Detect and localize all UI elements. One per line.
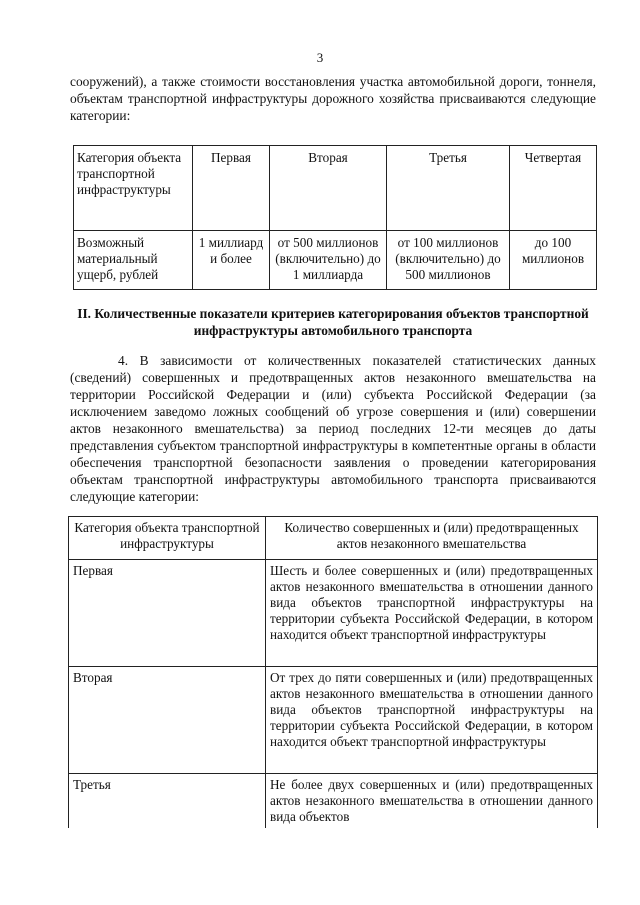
incident-category-table (68, 516, 598, 828)
table-cell: от 100 миллионов (включительно) до 500 миллионов (387, 231, 510, 290)
table-row (69, 560, 598, 667)
section-heading: II. Количественные показатели критериев категорирования объектов транспортной инфраструктуры автомобильного транспорта (77, 306, 589, 338)
table-header-cell: Вторая (270, 146, 387, 231)
table-header-row (69, 517, 598, 560)
table-header-cell: Четвертая (510, 146, 597, 231)
table-cell: до 100 миллионов (510, 231, 597, 290)
description-cell: От трех до пяти совершенных и (или) предотвращенных актов незаконного вмешательства в отношении данного вида объектов транспортной инфраструктуры на территории субъекта Российской Федерации, в котором находится объект транспортной инфраструктуры (266, 667, 598, 774)
intro-paragraph: сооружений), а также стоимости восстановления участка автомобильной дороги, тоннеля, объектам транспортной инфраструктуры дорожного хозяйства присваиваются следующие категории: (70, 74, 596, 123)
table-cell: 1 миллиард и более (193, 231, 270, 290)
table-row (74, 231, 597, 290)
table-header-cell: Категория объекта транспортной инфраструктуры (69, 517, 266, 560)
table-row (69, 667, 598, 774)
table-row (69, 774, 598, 829)
table-cell: от 500 миллионов (включительно) до 1 миллиарда (270, 231, 387, 290)
description-cell: Шесть и более совершенных и (или) предотвращенных актов незаконного вмешательства в отношении данного вида объектов транспортной инфраструктуры на территории субъекта Российской Федерации, в котором находится объект транспортной инфраструктуры (266, 560, 598, 667)
paragraph-4: 4. В зависимости от количественных показателей статистических данных (сведений) совершенных и предотвращенных актов незаконного вмешательства на территории Российской Федерации и (или) субъекта Российской Федерации (за исключением заведомо ложных сообщений об угрозе совершения и (или) совершении актов незаконного вмешательства) за период последних 12-ти месяцев до даты представления субъектом транспортной инфраструктуры в компетентные органы в области обеспечения транспортной безопасности заявления о проведении категорирования объектам транспортной инфраструктуры автомобильного транспорта присваиваются следующие категории: (70, 353, 596, 504)
description-cell: Не более двух совершенных и (или) предотвращенных актов незаконного вмешательства в отношении данного вида объектов (266, 774, 598, 829)
category-cell: Третья (69, 774, 266, 829)
table-header-row (74, 146, 597, 231)
damage-category-table (73, 145, 597, 290)
page-number: 3 (316, 50, 324, 65)
table-cell: Возможный материальный ущерб, рублей (74, 231, 193, 290)
category-cell: Первая (69, 560, 266, 667)
table-header-cell: Категория объекта транспортной инфраструктуры (74, 146, 193, 231)
category-cell: Вторая (69, 667, 266, 774)
table-header-cell: Первая (193, 146, 270, 231)
table-header-cell: Третья (387, 146, 510, 231)
table-header-cell: Количество совершенных и (или) предотвращенных актов незаконного вмешательства (266, 517, 598, 560)
